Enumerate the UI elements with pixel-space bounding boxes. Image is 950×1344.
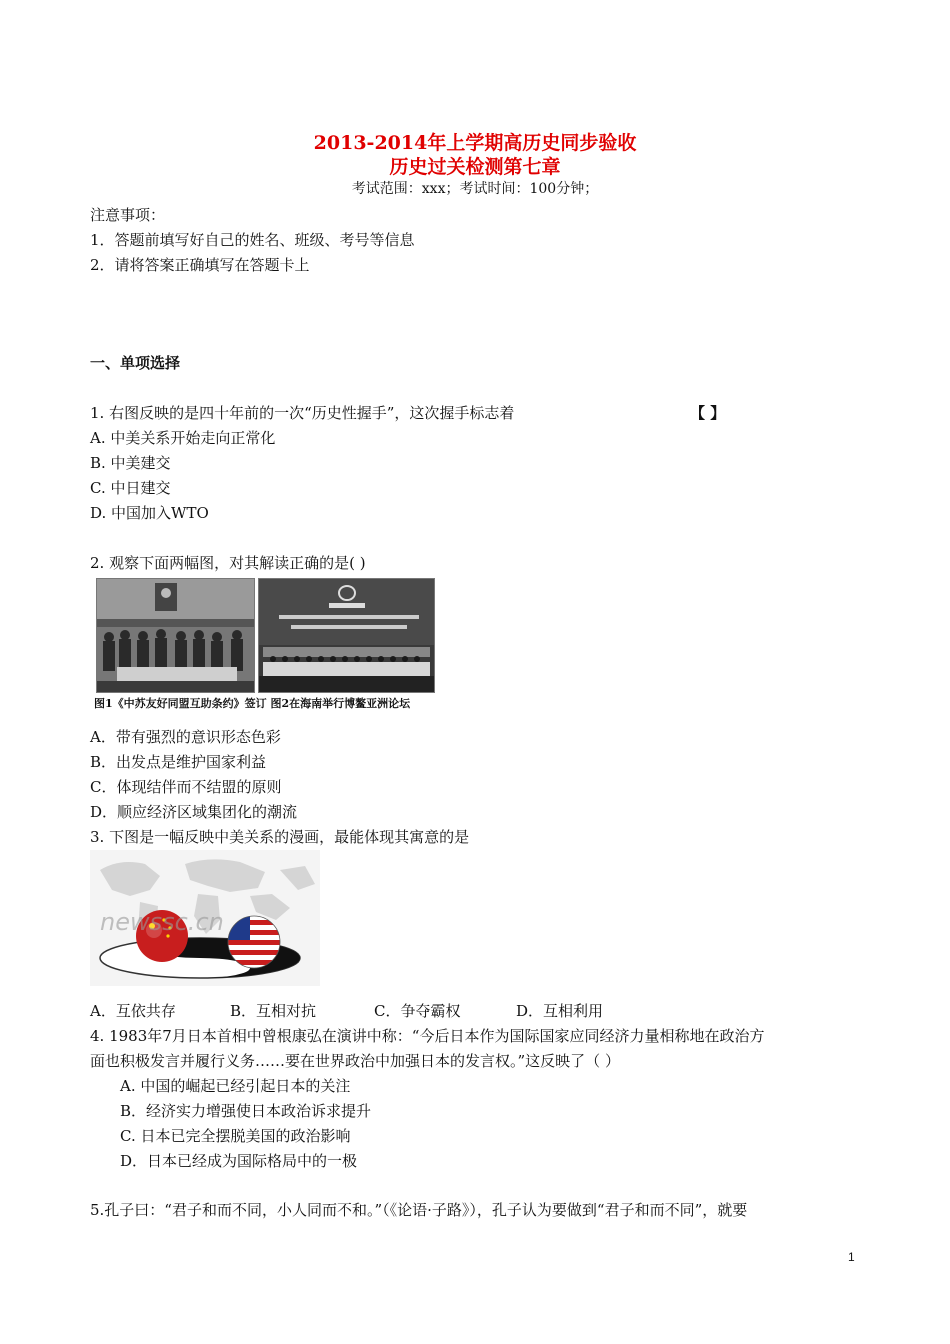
option: C. 中日建交 xyxy=(90,479,171,497)
question-stem: 2. 观察下面两幅图，对其解读正确的是( ) xyxy=(90,554,366,572)
option: B. 中美建交 xyxy=(90,454,171,472)
figure-caption: 图1《中苏友好同盟互助条约》签订 图2在海南举行博鳌亚洲论坛 xyxy=(94,697,411,710)
page-title: 2013-2014年上学期高历史同步验收 xyxy=(313,132,637,154)
photo-boao-forum xyxy=(258,578,435,693)
notes-heading: 注意事项： xyxy=(90,206,166,224)
notes-item: 1．答题前填写好自己的姓名、班级、考号等信息 xyxy=(90,231,415,249)
question-stem: 5.孔子曰：“君子和而不同，小人同而不和。”（《论语·子路》），孔子认为要做到“君子和而不同”，就要 xyxy=(90,1201,748,1219)
watermark: newssc.cn xyxy=(100,908,224,936)
question-stem-cont: 面也积极发言并履行义务……要在世界政治中加强日本的发言权。”这反映了（ ） xyxy=(90,1052,620,1070)
option: D．日本已经成为国际格局中的一极 xyxy=(120,1152,358,1170)
question-stem: 1. 右图反映的是四十年前的一次“历史性握手”，这次握手标志着 xyxy=(90,404,515,422)
page-subtitle: 历史过关检测第七章 xyxy=(389,156,561,178)
cartoon-china-us xyxy=(90,850,320,986)
option: B．出发点是维护国家利益 xyxy=(90,753,267,771)
option: C．体现结伴而不结盟的原则 xyxy=(90,778,282,796)
exam-info: 考试范围：xxx；考试时间：100分钟； xyxy=(351,181,599,197)
option: D. 中国加入WTO xyxy=(90,504,209,522)
option: A. 中国的崛起已经引起日本的关注 xyxy=(120,1077,351,1095)
option: D．顺应经济区域集团化的潮流 xyxy=(90,803,298,821)
photo-treaty-signing xyxy=(96,578,255,693)
option: A．互依共存 xyxy=(90,1002,176,1020)
option: D．互相利用 xyxy=(516,1002,604,1020)
option: A．带有强烈的意识形态色彩 xyxy=(90,728,281,746)
page-number: 1 xyxy=(848,1250,855,1264)
option: C．争夺霸权 xyxy=(374,1002,461,1020)
question-stem: 3. 下图是一幅反映中美关系的漫画，最能体现其寓意的是 xyxy=(90,828,470,846)
option: C. 日本已完全摆脱美国的政治影响 xyxy=(120,1127,351,1145)
answer-bracket: 【 】 xyxy=(690,404,726,422)
question-stem: 4. 1983年7月日本首相中曾根康弘在演讲中称：“今后日本作为国际国家应同经济力量相称地在政治方 xyxy=(90,1027,765,1045)
option: B．经济实力增强使日本政治诉求提升 xyxy=(120,1102,372,1120)
notes-item: 2．请将答案正确填写在答题卡上 xyxy=(90,256,310,274)
option: B．互相对抗 xyxy=(230,1002,317,1020)
section-heading: 一、单项选择 xyxy=(90,354,181,372)
option: A. 中美关系开始走向正常化 xyxy=(90,429,276,447)
